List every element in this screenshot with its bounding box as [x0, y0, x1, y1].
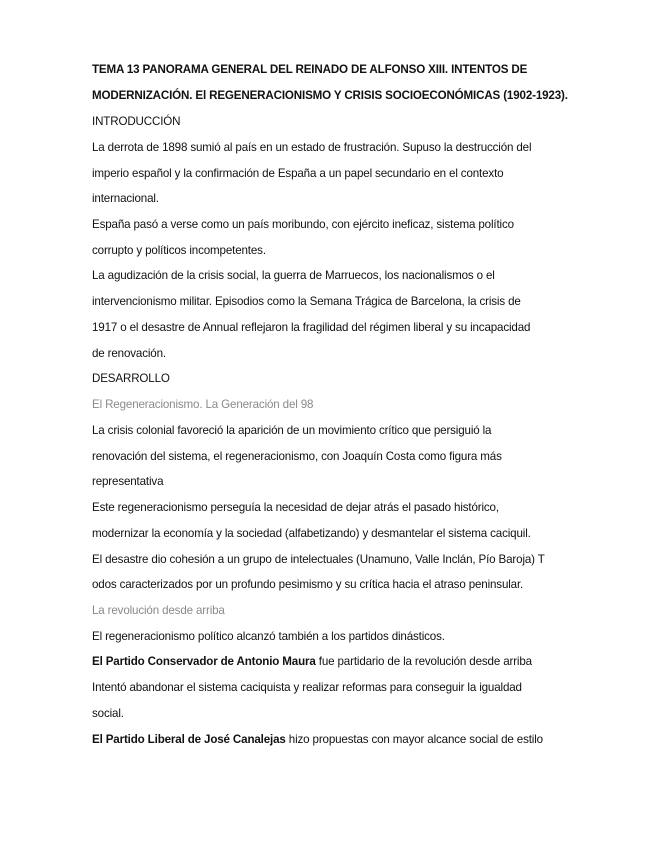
- paragraph-line: La agudización de la crisis social, la guerra de Marruecos, los nacionalismos o el: [92, 269, 495, 282]
- paragraph-line: El desastre dio cohesión a un grupo de intelectuales (Unamuno, Valle Inclán, Pío Baroja) T: [92, 553, 545, 566]
- paragraph-line: La crisis colonial favoreció la aparición de un movimiento crítico que persiguió la: [92, 424, 492, 437]
- paragraph-line: imperio español y la confirmación de España a un papel secundario en el contexto: [92, 167, 504, 180]
- paragraph-line: España pasó a verse como un país moribundo, con ejército ineficaz, sistema político: [92, 218, 514, 231]
- paragraph-line: 1917 o el desastre de Annual reflejaron la fragilidad del régimen liberal y su incapacidad: [92, 321, 531, 334]
- paragraph-line: intervencionismo militar. Episodios como la Semana Trágica de Barcelona, la crisis de: [92, 295, 521, 308]
- paragraph-line: Este regeneracionismo perseguía la necesidad de dejar atrás el pasado histórico,: [92, 501, 499, 514]
- paragraph-line: representativa: [92, 475, 164, 488]
- subheading-regeneracionismo: El Regeneracionismo. La Generación del 98: [92, 398, 314, 411]
- paragraph-line: La derrota de 1898 sumió al país en un estado de frustración. Supuso la destrucción del: [92, 141, 532, 154]
- paragraph-line-maura: [92, 655, 532, 669]
- paragraph-line: El regeneracionismo político alcanzó también a los partidos dinásticos.: [92, 630, 445, 643]
- party-name-liberal: El Partido Liberal de José Canalejas: [92, 733, 286, 746]
- document-title-line-2: MODERNIZACIÓN. El REGENERACIONISMO Y CRISIS SOCIOECONÓMICAS (1902-1923).: [92, 89, 568, 102]
- section-heading-desarrollo: DESARROLLO: [92, 372, 170, 385]
- party-name-conservador: El Partido Conservador de Antonio Maura: [92, 655, 316, 668]
- paragraph-text: fue partidario de la revolución desde arriba: [315, 655, 532, 668]
- paragraph-line: corrupto y políticos incompetentes.: [92, 244, 266, 257]
- document-title-line-1: TEMA 13 PANORAMA GENERAL DEL REINADO DE ALFONSO XIII. INTENTOS DE: [92, 63, 528, 76]
- paragraph-line: modernizar la economía y la sociedad (alfabetizando) y desmantelar el sistema caciquil.: [92, 527, 531, 540]
- paragraph-line: renovación del sistema, el regeneracionismo, con Joaquín Costa como figura más: [92, 450, 502, 463]
- paragraph-line: Intentó abandonar el sistema caciquista y realizar reformas para conseguir la igualdad: [92, 681, 522, 694]
- paragraph-line: odos caracterizados por un profundo pesimismo y su crítica hacia el atraso peninsular.: [92, 578, 524, 591]
- paragraph-text: hizo propuestas con mayor alcance social de estilo: [285, 733, 543, 746]
- paragraph-line: internacional.: [92, 192, 159, 205]
- paragraph-line: de renovación.: [92, 347, 166, 360]
- subheading-revolucion-desde-arriba: La revolución desde arriba: [92, 604, 225, 617]
- paragraph-line: social.: [92, 707, 124, 720]
- paragraph-line-canalejas: [92, 733, 543, 747]
- section-heading-introduccion: INTRODUCCIÓN: [92, 115, 181, 128]
